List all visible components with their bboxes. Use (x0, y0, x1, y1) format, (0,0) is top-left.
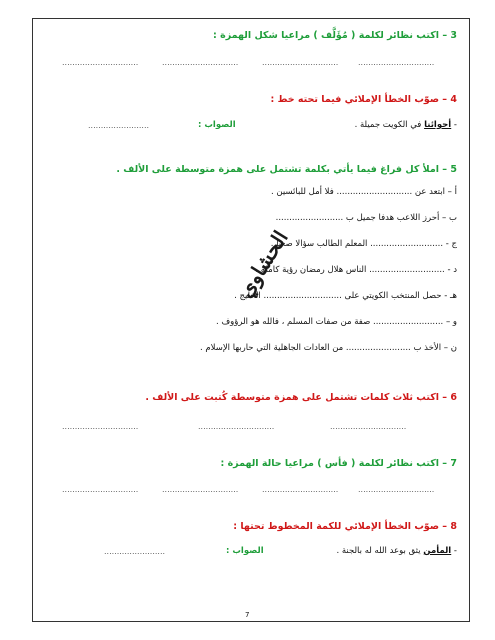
q3-blank-4[interactable]: .............................. (358, 58, 435, 67)
q3-blank-2[interactable]: .............................. (162, 58, 239, 67)
q8-sentence (336, 546, 457, 556)
q8-rest: يثق بوعد الله له بالجنة . (336, 546, 424, 556)
page-number: 7 (245, 611, 250, 619)
q6-blank-3[interactable]: .............................. (330, 422, 407, 431)
q4-rest: في الكويت جميلة . (354, 120, 425, 130)
q4-answer-label: الصواب : (198, 120, 236, 130)
q5-item-w: و – .......................... صفة من صفات المسلم ، فالله هو الرؤوف . (215, 317, 457, 327)
q3-blank-3[interactable]: .............................. (262, 58, 339, 67)
q5-item-a: أ – ابتعد عن ............................ فلا أمل للبائسين . (270, 187, 457, 197)
q4-title: 4 – صوّب الخطأ الإملائي فيما تحته خط : (270, 94, 457, 105)
q5-item-c: ج - ........................... المعلم الطالب سؤالا صعبا . (270, 239, 457, 249)
watermark: الحشاوي (233, 226, 293, 302)
q4-sentence (355, 120, 457, 130)
q7-blank-1[interactable]: .............................. (62, 485, 139, 494)
q3-blank-1[interactable]: .............................. (62, 58, 139, 67)
q6-title: 6 – اكتب ثلاث كلمات تشتمل على همزة متوسطة كُتبت على الألف . (145, 392, 457, 403)
q5-item-b: ب – أحرز اللاعب هدفا جميل ب ......................... (275, 213, 457, 223)
q7-blank-2[interactable]: .............................. (162, 485, 239, 494)
q5-item-n: ن – الأخذ ب ........................ من العادات الجاهلية التي حاربها الإسلام . (199, 343, 457, 353)
q8-underlined-word: المأمن (423, 546, 452, 556)
q5-title: 5 – املأ كل فراغ فيما يأتي بكلمة تشتمل على همزة متوسطة على الألف . (116, 164, 457, 175)
q5-item-h: هـ - حصل المنتخب الكويتي على ............................. الخليج . (234, 291, 457, 301)
q4-underlined-word: أجوائنا (424, 120, 452, 130)
q5-item-d: د - ............................ الناس هلال رمضان رؤية كاملة . (255, 265, 457, 275)
q4-prefix: - (451, 120, 457, 130)
q8-answer-label: الصواب : (226, 546, 264, 556)
q6-blank-2[interactable]: .............................. (198, 422, 275, 431)
q8-title: 8 – صوّب الخطأ الإملائي للكمة المخطوط تحتها : (233, 521, 457, 532)
q6-blank-1[interactable]: .............................. (62, 422, 139, 431)
q8-prefix: - (451, 546, 457, 556)
q7-title: 7 – اكتب نظائر لكلمة ( فأس ) مراعيا حالة الهمزة : (220, 458, 457, 469)
q7-blank-3[interactable]: .............................. (262, 485, 339, 494)
q8-answer-blank[interactable]: ........................ (104, 547, 166, 556)
q7-blank-4[interactable]: .............................. (358, 485, 435, 494)
q4-answer-blank[interactable]: ........................ (88, 121, 150, 130)
q3-title: 3 – اكتب نظائر لكلمة ( مُؤَلَّف ) مراعيا شكل الهمزة : (213, 30, 457, 41)
